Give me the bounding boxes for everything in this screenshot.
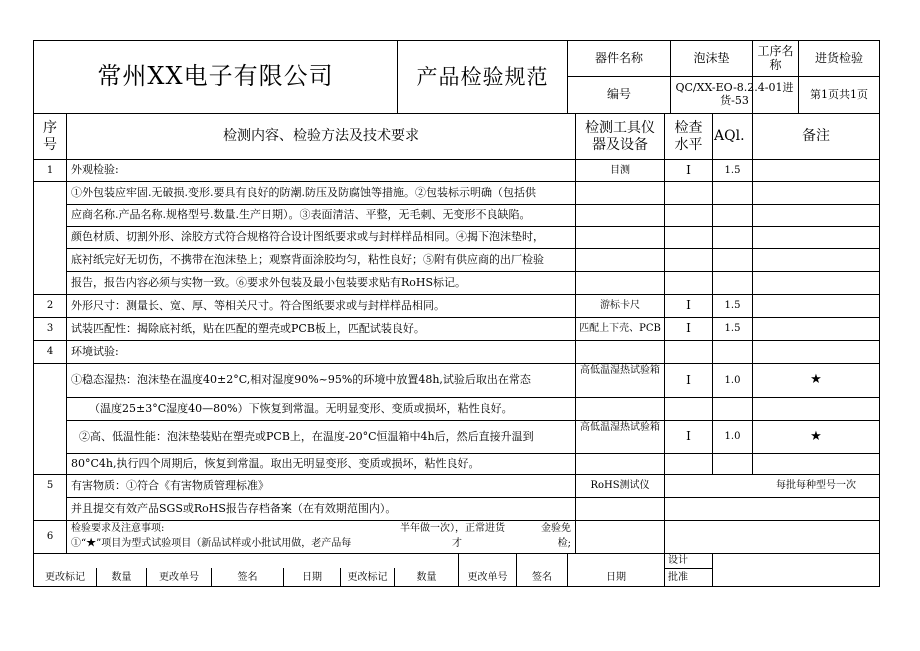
row4a-text: ①稳态湿热：泡沫垫在温度40±2°C,相对湿度90%~95%的环境中放置48h,试验后取出在常态 <box>71 373 531 387</box>
footer-change-number: 更改单号 <box>467 571 508 583</box>
row4b-tool: 高低温湿热试验箱 <box>580 422 660 433</box>
col-content: 检测内容、检验方法及技术要求 <box>223 128 419 145</box>
row4-title: 环境试验: <box>71 344 119 358</box>
row3-tool: 匹配上下壳、PCB <box>579 323 661 335</box>
row2-text: 外形尺寸：测量长、宽、厚、等相关尺寸。符合图纸要求或与封样样品相同。 <box>71 298 445 312</box>
row5-continuation: 并且提交有效产品SGS或RoHS报告存档备案（在有效期范围内）。 <box>71 501 397 515</box>
row5-text: 有害物质：①符合《有害物质管理标准》 <box>71 478 269 492</box>
row4b-continuation: 80°C4h,执行四个周期后，恢复到常温。取出无明显变形、变质或损坏，粘性良好。 <box>71 456 480 470</box>
row4a-star-icon: ★ <box>810 372 822 388</box>
row5-seq: 5 <box>46 480 54 492</box>
row4-seq: 4 <box>46 346 54 358</box>
row3-seq: 3 <box>46 323 54 335</box>
row6-seq: 6 <box>46 531 54 543</box>
col-level: 检查水平 <box>674 120 703 153</box>
row1-detail-line: 应商名称.产品名称.规格型号.数量.生产日期）。③表面清洁、平整，无毛刺、无变形不良缺陷。 <box>71 208 531 222</box>
row4b-text: ②高、低温性能：泡沫垫装贴在塑壳或PCB上，在温度-20°C恒温箱中4h后，然后直接升温到 <box>79 429 534 443</box>
col-tools: 检测工具仪器及设备 <box>585 120 655 153</box>
row1-detail-line: 报告，报告内容必须与实物一致。⑥要求外包装及最小包装要求贴有RoHS标记。 <box>71 275 467 289</box>
col-remark: 备注 <box>802 128 830 145</box>
process-name-label: 工序名称 <box>757 43 794 72</box>
row1-level: I <box>686 162 691 177</box>
row6-notes-right: 金验免 <box>541 523 571 535</box>
row6-notes-line: ①“★”项目为型式试验项目（新品试样或小批试用做，老产品每 <box>71 538 352 550</box>
document-title: 产品检验规范 <box>416 64 549 89</box>
row6-notes-mid: 半年做一次），正常进货 <box>400 523 505 535</box>
row2-seq: 2 <box>46 300 54 312</box>
row1-detail-line: 底衬纸完好无切伤，不携带在泡沫垫上；观察背面涂胶均匀，粘性良好；⑤附有供应商的出厂检验 <box>71 252 544 266</box>
row2-level: I <box>686 298 691 313</box>
footer-change-mark: 更改标记 <box>45 571 85 583</box>
company-name: 常州XX电子有限公司 <box>97 62 334 91</box>
row5-tool: RoHS测试仪 <box>590 480 650 492</box>
row3-text: 试装匹配性：揭除底衬纸，贴在匹配的塑壳或PCB板上，匹配试装良好。 <box>71 321 425 335</box>
row1-tool: 目测 <box>610 164 630 176</box>
row4a-continuation: （温度25±3°C湿度40—80%）下恢复到常温。无明显变形、变质或损坏，粘性良好。 <box>89 401 513 415</box>
row6-notes-title: 检验要求及注意事项: <box>71 523 165 535</box>
row1-seq: 1 <box>46 164 54 176</box>
design-label: 设计 <box>668 555 688 567</box>
footer-date: 日期 <box>302 571 322 583</box>
process-name-value: 进货检验 <box>814 50 863 65</box>
col-seq: 序号 <box>43 120 57 153</box>
page-info: 第1页共1页 <box>810 87 868 101</box>
row4b-aql: 1.0 <box>724 431 741 443</box>
row3-aql: 1.5 <box>724 323 741 335</box>
row1-detail-line: 颜色材质、切割外形、涂胶方式符合规格符合设计图纸要求或与封样样品相同。④揭下泡沫垫时， <box>71 230 544 244</box>
footer-change-mark: 更改标记 <box>347 571 388 583</box>
footer-signature: 签名 <box>532 571 552 583</box>
part-name-label: 器件名称 <box>594 50 643 65</box>
number-value: QC/XX-EO-8.2.4-01进货-53 <box>675 81 794 107</box>
part-name-value: 泡沫垫 <box>693 50 730 65</box>
row3-level: I <box>686 321 691 336</box>
footer-quantity: 数量 <box>111 571 132 583</box>
row4a-level: I <box>686 372 691 387</box>
col-aql: AQl. <box>714 128 745 145</box>
footer-date: 日期 <box>606 571 626 583</box>
row4b-star-icon: ★ <box>810 428 822 444</box>
row1-detail-line: ①外包装应牢固.无破损.变形.要具有良好的防潮.防压及防腐蚀等措施。②包装标示明确（包括供 <box>71 185 536 199</box>
footer-signature: 签名 <box>237 571 258 583</box>
row6-notes-mid-cont: 才 <box>452 538 462 550</box>
row6-notes-right-cont: 检; <box>557 538 571 550</box>
number-label: 编号 <box>606 87 631 102</box>
row4a-aql: 1.0 <box>724 374 741 386</box>
row4b-level: I <box>686 429 691 444</box>
footer-change-number: 更改单号 <box>159 571 199 583</box>
footer-quantity: 数量 <box>416 571 437 583</box>
row2-aql: 1.5 <box>724 300 741 312</box>
row5-remark: 每批每种型号一次 <box>776 480 856 492</box>
row2-tool: 游标卡尺 <box>600 300 640 312</box>
row1-title: 外观检验: <box>71 163 119 177</box>
row1-aql: 1.5 <box>724 164 741 176</box>
approve-label: 批准 <box>668 571 688 583</box>
row4a-tool: 高低温湿热试验箱 <box>580 365 660 376</box>
